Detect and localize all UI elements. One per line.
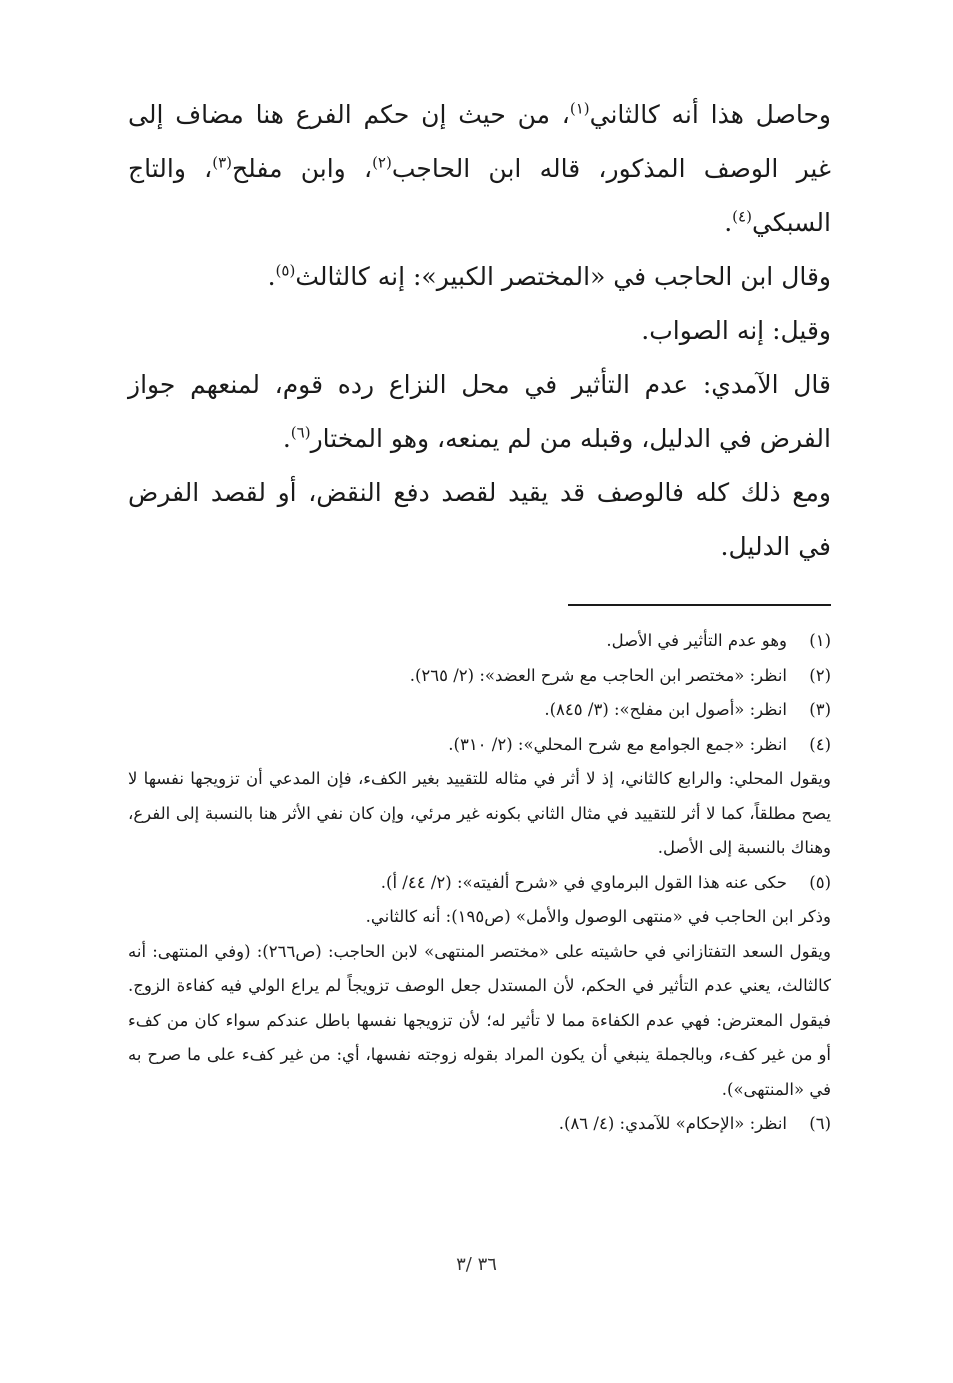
- footnote-1-number: (١): [809, 631, 831, 650]
- paragraph-3: [128, 304, 831, 358]
- footnote-6: [128, 1107, 831, 1142]
- footnote-5: [128, 866, 831, 901]
- footnote-4-continuation: ويقول المحلي: والرابع كالثاني، إذ لا أثر في مثاله للتقييد بغير الكفء، فإن المدعي أن تزويجها نفسها لا يصح مطلقاً، كما لا أثر للتقييد في مثال الثاني بكونه غير مرئي، وإن كان نفي الأثر هنا بالنسبة إلى الفرع، وهناك بالنسبة إلى الأصل.: [128, 769, 831, 857]
- footnote-2: [128, 659, 831, 694]
- footnote-5-text: حكى عنه هذا القول البرماوي في «شرح ألفيته»: (٢/ ٤٤/ أ).: [380, 872, 787, 892]
- page-number: ٣٦ /٣: [456, 1254, 497, 1275]
- footnote-5-continuation-2: ويقول السعد التفتازاني في حاشيته على «مختصر المنتهى» لابن الحاجب: (ص٢٦٦): (وفي المنتهى: أنه كالثالث، يعني عدم التأثير في الحكم، لأن المستدل جعل الوصف تزويجاً لم يراع الولي فيه كفاءة الزوج. فيقول المعترض: فهي عدم الكفاءة مما لا تأثير له؛ لأن تزويجها نفسها باطل عندكم سواء كان من كفء أو من غير كفء، وبالجملة ينبغي أن يكون المراد بقوله زوجته نفسها، أي: من غير كفء على ما صرح به في «المنتهى»).: [128, 941, 831, 1099]
- footnotes: [128, 624, 831, 1142]
- footnote-1: [128, 624, 831, 659]
- paragraph-3-text: وقيل: إنه الصواب.: [641, 316, 831, 345]
- footnote-3-text: انظر: «أصول ابن مفلح»: (٣/ ٨٤٥).: [544, 700, 787, 719]
- paragraph-5: [128, 466, 831, 574]
- paragraph-1-part-4: ، والتاج السبكي: [128, 154, 831, 237]
- paragraph-1-part-3: ، وابن مفلح: [232, 154, 373, 183]
- footnote-2-number: (٢): [809, 665, 831, 685]
- paragraph-1-part-1: وحاصل هذا أنه كالثاني: [589, 100, 831, 129]
- footnote-3: [128, 693, 831, 728]
- paragraph-1-part-2: ، من حيث إن حكم الفرع هنا مضاف إلى غير الوصف المذكور، قاله ابن الحاجب: [128, 100, 832, 183]
- footnote-5-number: (٥): [809, 872, 831, 892]
- footnote-marker-2[interactable]: (٢): [372, 153, 392, 172]
- footnote-6-text: انظر: «الإحكام» للآمدي: (٤/ ٨٦).: [558, 1114, 787, 1133]
- footnote-4: [128, 728, 831, 763]
- paragraph-1: وحاصل هذا أنه كالثاني$^{(١)}$، من حيث إن حكم الفرع هنا مضاف إلى غير الوصف المذكور، قاله ابن الحاجب$^{(٢)}$، وابن مفلح$^{(٣)}$، والتاج السبكي$^{(٤)}$.: [128, 99, 832, 237]
- paragraph-4: قال الآمدي: عدم التأثير في محل النزاع رده قوم، لمنعهم جواز الفرض في الدليل، وقبله من لم يمنعه، وهو المختار$^{(٦)}$.: [128, 370, 831, 453]
- footnote-1-text: وهو عدم التأثير في الأصل.: [606, 631, 787, 650]
- footnote-3-number: (٣): [809, 700, 831, 719]
- paragraph-5-text: ومع ذلك كله فالوصف قد يقيد لقصد دفع النقض، أو لقصد الفرض في الدليل.: [128, 478, 831, 561]
- footnote-marker-5[interactable]: (٥): [275, 261, 296, 280]
- footnote-6-number: (٦): [809, 1114, 831, 1133]
- footnote-4-text: انظر: «جمع الجوامع مع شرح المحلي»: (٢/ ٣١٠).: [448, 734, 787, 754]
- footnote-2-text: انظر: «مختصر ابن الحاجب مع شرح العضد»: (٢/ ٢٦٥).: [409, 665, 787, 685]
- footnote-separator: [568, 604, 831, 606]
- footnote-marker-6[interactable]: (٦): [290, 423, 311, 442]
- paragraph-2: وقال ابن الحاجب في «المختصر الكبير»: إنه كالثالث$^{(٥)}$.: [267, 261, 831, 291]
- main-text: [128, 88, 831, 574]
- paragraph-2-text: وقال ابن الحاجب في «المختصر الكبير»: إنه كالثالث: [295, 262, 831, 291]
- footnote-marker-4[interactable]: (٤): [732, 207, 752, 226]
- footnote-marker-3[interactable]: (٣): [212, 153, 233, 172]
- footnote-5-continuation-1: وذكر ابن الحاجب في «منتهى الوصول والأمل» (ص١٩٥): أنه كالثاني.: [365, 907, 831, 926]
- footnote-4-number: (٤): [809, 734, 831, 754]
- footnote-marker-1[interactable]: (١): [569, 99, 590, 118]
- paragraph-4-text: قال الآمدي: عدم التأثير في محل النزاع رده قوم، لمنعهم جواز الفرض في الدليل، وقبله من لم يمنعه، وهو المختار: [128, 370, 831, 453]
